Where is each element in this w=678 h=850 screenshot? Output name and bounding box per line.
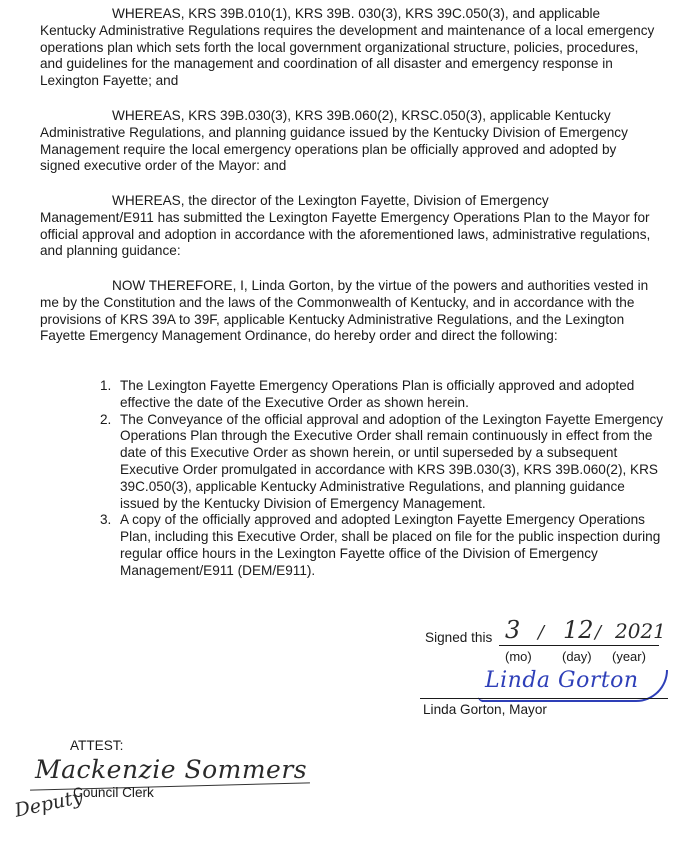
date-day-handwritten: 12 — [563, 616, 594, 644]
list-item-text: The Conveyance of the official approval and adoption of the Lexington Fayette Emergency Operations Plan through the Executive Order shall remain continuously in effect from the date of this Executive Order as shown herein, or until superseded by a subsequent Executive Order promulgated in accordance with KRS 39B.030(3), KRS 39B.060(2), KRS 39C.050(3), applicable Kentucky Administrative Regulations, and planning guidance issued by the Kentucky Division of Emergency Management. — [120, 411, 664, 511]
list-item-number: 1. — [100, 378, 112, 393]
attest-label: ATTEST: — [70, 738, 124, 753]
unit-day-label: (day) — [562, 649, 592, 664]
date-year-handwritten: 2021 — [615, 619, 666, 643]
paragraph-text: WHEREAS, KRS 39B.010(1), KRS 39B. 030(3), KRS 39C.050(3), and applicable Kentucky Administrative Regulations requires the development and maintenance of a local emergency operations plan which sets forth the local government organizational structure, policies, procedures, and guidelines for the management and coordination of all disaster and emergency response in Lexington Fayette; and — [40, 6, 655, 89]
date-separator: / — [538, 622, 545, 643]
unit-year-label: (year) — [612, 649, 646, 664]
date-separator: / — [595, 622, 602, 643]
list-item — [100, 412, 665, 513]
list-item-text: The Lexington Fayette Emergency Operations Plan is officially approved and adopted effective the date of the Executive Order as shown herein. — [120, 378, 635, 410]
list-item — [100, 378, 665, 412]
order-directives-list — [100, 378, 665, 580]
clerk-signature: Mackenzie Sommers — [35, 755, 308, 784]
paragraph-text: NOW THEREFORE, I, Linda Gorton, by the virtue of the powers and authorities vested in me by the Constitution and the laws of the Commonwealth of Kentucky, and in accordance with the provisions of KRS 39A to 39F, applicable Kentucky Administrative Regulations, and the Lexington Fayette Emergency Management Ordinance, do hereby order and direct the following: — [40, 278, 649, 344]
clerk-title: Council Clerk — [73, 785, 154, 800]
list-item-number: 3. — [100, 512, 112, 528]
signed-label: Signed this — [425, 630, 493, 645]
mayor-signature-line — [420, 698, 668, 699]
list-item-number: 2. — [100, 411, 112, 427]
now-therefore-paragraph — [40, 278, 658, 345]
list-item — [100, 512, 665, 579]
paragraph-text: WHEREAS, KRS 39B.030(3), KRS 39B.060(2), KRSC.050(3), applicable Kentucky Administrative Regulations, and planning guidance issued by the Kentucky Division of Emergency Management require the local emergency operations plan be officially approved and adopted by signed executive order of the Mayor: and — [40, 108, 628, 174]
unit-month-label: (mo) — [505, 649, 532, 664]
signed-date-block — [425, 616, 675, 672]
paragraph-text: WHEREAS, the director of the Lexington Fayette, Division of Emergency Management/E911 has submitted the Lexington Fayette Emergency Operations Plan to the Mayor for official approval and adoption in accordance with the aforementioned laws, administrative regulations, and planning guidance: — [40, 193, 651, 259]
deputy-annotation: Deputy — [12, 785, 86, 822]
mayor-signature: Linda Gorton — [485, 668, 639, 693]
date-underline — [499, 645, 659, 646]
whereas-paragraph-1 — [40, 6, 658, 90]
date-month-handwritten: 3 — [505, 616, 521, 644]
mayor-name-title: Linda Gorton, Mayor — [423, 702, 547, 717]
whereas-paragraph-2 — [40, 108, 658, 175]
list-item-text: A copy of the officially approved and adopted Lexington Fayette Emergency Operations Plan, including this Executive Order, shall be placed on file for the public inspection during regular office hours in the Lexington Fayette office of the Division of Emergency Management/E911 (DEM/E911). — [120, 512, 661, 578]
whereas-paragraph-3 — [40, 193, 658, 260]
